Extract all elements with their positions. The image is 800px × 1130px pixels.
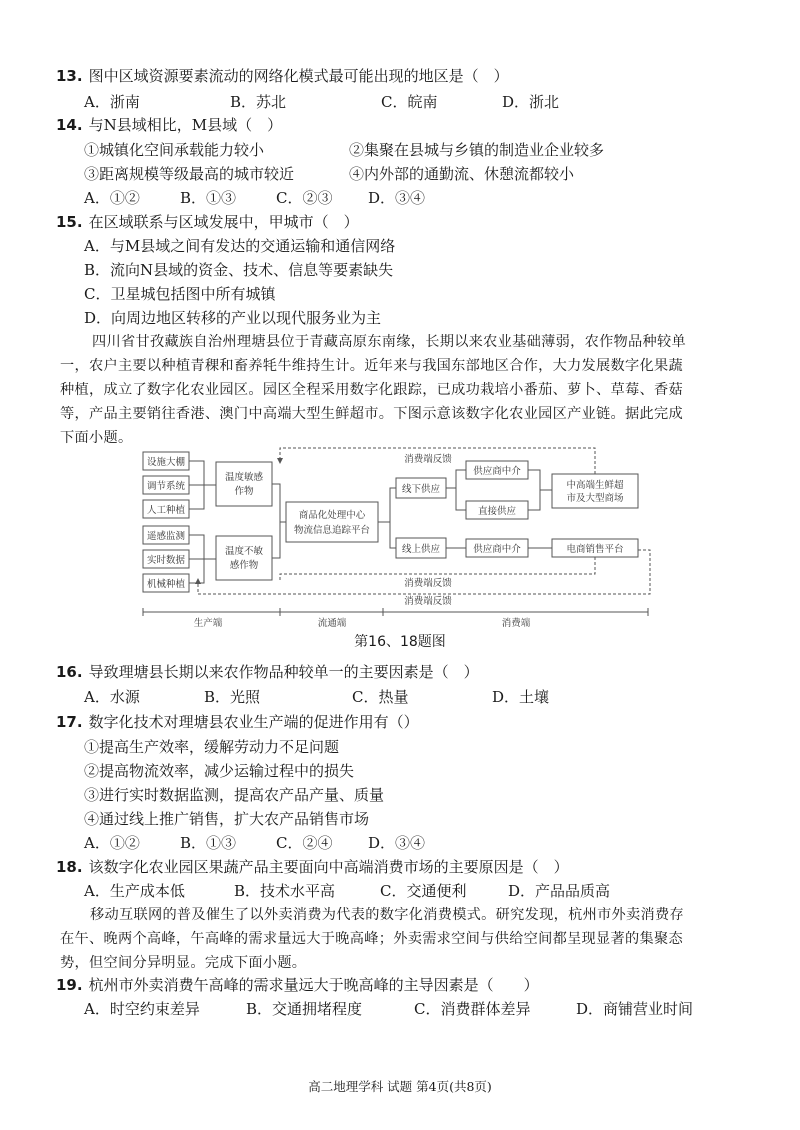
- q16-option-a[interactable]: A．水源: [84, 688, 140, 706]
- q13-option-a[interactable]: A．浙南: [84, 93, 140, 111]
- q15-option-a[interactable]: A．与M县域之间有发达的交通运输和通信网络: [84, 237, 396, 255]
- passage1-line1: 四川省甘孜藏族自治州理塘县位于青藏高原东南缘，长期以来农业基础薄弱，农作物品种较单: [92, 334, 686, 350]
- q17-option-c[interactable]: C．②④: [276, 834, 333, 852]
- q18-option-b[interactable]: B．技术水平高: [234, 882, 336, 900]
- label-temp-sensitive-2: 作物: [234, 486, 254, 497]
- q14-option-a[interactable]: A．①②: [84, 189, 140, 207]
- label-processing-center-1: 商品化处理中心: [298, 510, 366, 521]
- label-mechanical-planting: 机械种植: [146, 579, 186, 590]
- question-14: 14. 与N县域相比，M县域（ ）: [56, 116, 283, 134]
- question-18: 18. 该数字化农业园区果蔬产品主要面向中高端消费市场的主要原因是（ ）: [56, 858, 569, 876]
- q17-item-4: ④通过线上推广销售，扩大农产品销售市场: [84, 810, 370, 828]
- box-temp-insensitive-crops: [216, 536, 272, 580]
- question-16: 16. 导致理塘县长期以来农作物品种较单一的主要因素是（ ）: [56, 663, 479, 681]
- figure-caption: 第16、18题图: [354, 634, 446, 650]
- label-direct-supply: 直接供应: [477, 506, 517, 517]
- q17-option-d[interactable]: D．③④: [368, 834, 426, 852]
- q14-option-c[interactable]: C．②③: [276, 189, 333, 207]
- label-ecommerce-platform: 电商销售平台: [566, 544, 624, 555]
- label-manual-planting: 人工种植: [146, 505, 186, 516]
- industry-chain-diagram: [138, 440, 658, 630]
- label-supermarket-1: 中高端生鲜超: [566, 480, 624, 491]
- q13-option-c[interactable]: C．皖南: [381, 93, 438, 111]
- label-remote-sensing: 遥感监测: [146, 531, 186, 542]
- q16-option-c[interactable]: C．热量: [352, 688, 409, 706]
- label-facility-greenhouse: 设施大棚: [146, 457, 186, 468]
- q15-option-d[interactable]: D．向周边地区转移的产业以现代服务业为主: [84, 309, 382, 327]
- q17-item-2: ②提高物流效率，减少运输过程中的损失: [84, 762, 355, 780]
- q15-option-c[interactable]: C．卫星城包括图中所有城镇: [84, 285, 276, 303]
- label-feedback-middle: 消费端反馈: [404, 578, 452, 589]
- q14-item-1: ①城镇化空间承载能力较小: [84, 141, 265, 159]
- label-temp-sensitive-1: 温度敏感: [224, 472, 264, 483]
- passage2-line3: 势，但空间分异明显。完成下面小题。: [60, 955, 307, 971]
- label-temp-insensitive-1: 温度不敏: [224, 546, 264, 557]
- label-section-production: 生产端: [193, 618, 223, 629]
- q14-item-4: ④内外部的通勤流、休憩流都较小: [349, 165, 575, 183]
- question-15: 15. 在区域联系与区域发展中，甲城市（ ）: [56, 213, 359, 231]
- label-feedback-bottom: 消费端反馈: [404, 596, 452, 607]
- q13-option-b[interactable]: B．苏北: [230, 93, 287, 111]
- q15-option-b[interactable]: B．流向N县域的资金、技术、信息等要素缺失: [84, 261, 394, 279]
- q19-option-b[interactable]: B．交通拥堵程度: [246, 1000, 363, 1018]
- q19-option-c[interactable]: C．消费群体差异: [414, 1000, 531, 1018]
- q17-item-1: ①提高生产效率，缓解劳动力不足问题: [84, 738, 340, 756]
- q17-option-a[interactable]: A．①②: [84, 834, 140, 852]
- label-temp-insensitive-2: 感作物: [229, 560, 259, 571]
- box-processing-center: [286, 502, 378, 542]
- passage2-line2: 在午、晚两个高峰，午高峰的需求量远大于晚高峰；外卖需求空间与供给空间都呈现显著的集聚态: [60, 931, 683, 947]
- q14-option-d[interactable]: D．③④: [368, 189, 426, 207]
- question-13: 13. 图中区域资源要素流动的网络化模式最可能出现的地区是（ ）: [56, 67, 509, 85]
- passage1-line3: 种植，成立了数字化农业园区。园区全程采用数字化跟踪，已成功栽培小番茄、萝卜、草莓、香菇: [60, 382, 683, 398]
- box-temp-sensitive-crops: [216, 462, 272, 506]
- page-footer: 高二地理学科 试题 第4页(共8页): [308, 1079, 492, 1094]
- label-supermarket-2: 市及大型商场: [566, 493, 624, 504]
- label-section-circulation: 流通端: [317, 618, 347, 629]
- passage1-line4: 等，产品主要销往香港、澳门中高端大型生鲜超市。下图示意该数字化农业园区产业链。据此完成: [60, 406, 683, 422]
- q17-item-3: ③进行实时数据监测，提高农产品产量、质量: [84, 786, 385, 804]
- q17-option-b[interactable]: B．①③: [180, 834, 237, 852]
- q14-item-3: ③距离规模等级最高的城市较近: [84, 165, 295, 183]
- q13-option-d[interactable]: D．浙北: [502, 93, 560, 111]
- q16-option-b[interactable]: B．光照: [204, 688, 261, 706]
- question-17: 17. 数字化技术对理塘县农业生产端的促进作用有（）: [56, 713, 419, 731]
- label-supplier-top: 供应商中介: [473, 466, 521, 477]
- q14-option-b[interactable]: B．①③: [180, 189, 237, 207]
- label-regulation-system: 调节系统: [146, 481, 186, 492]
- passage1-line2: 一，农户主要以种植青稞和畜养牦牛维持生计。近年来与我国东部地区合作，大力发展数字化果蔬: [60, 358, 683, 374]
- label-feedback-top: 消费端反馈: [404, 454, 452, 465]
- q18-option-a[interactable]: A．生产成本低: [84, 882, 185, 900]
- label-section-consumption: 消费端: [501, 618, 531, 629]
- q19-option-a[interactable]: A．时空约束差异: [84, 1000, 200, 1018]
- q19-option-d[interactable]: D．商铺营业时间: [576, 1000, 694, 1018]
- label-supplier-bottom: 供应商中介: [473, 544, 521, 555]
- q14-item-2: ②集聚在县城与乡镇的制造业企业较多: [349, 141, 605, 159]
- q18-option-d[interactable]: D．产品品质高: [508, 882, 611, 900]
- q18-option-c[interactable]: C．交通便利: [380, 882, 467, 900]
- passage1-line5: 下面小题。: [60, 430, 133, 446]
- label-offline-supply: 线下供应: [401, 484, 441, 495]
- label-realtime-data: 实时数据: [146, 555, 186, 566]
- q16-option-d[interactable]: D．土壤: [492, 688, 550, 706]
- label-online-supply: 线上供应: [401, 544, 441, 555]
- passage2-line1: 移动互联网的普及催生了以外卖消费为代表的数字化消费模式。研究发现，杭州市外卖消费存: [90, 907, 684, 923]
- feedback-loop-middle: [280, 557, 595, 580]
- label-processing-center-2: 物流信息追踪平台: [293, 525, 371, 536]
- question-19: 19. 杭州市外卖消费午高峰的需求量远大于晚高峰的主导因素是（ ）: [56, 976, 539, 994]
